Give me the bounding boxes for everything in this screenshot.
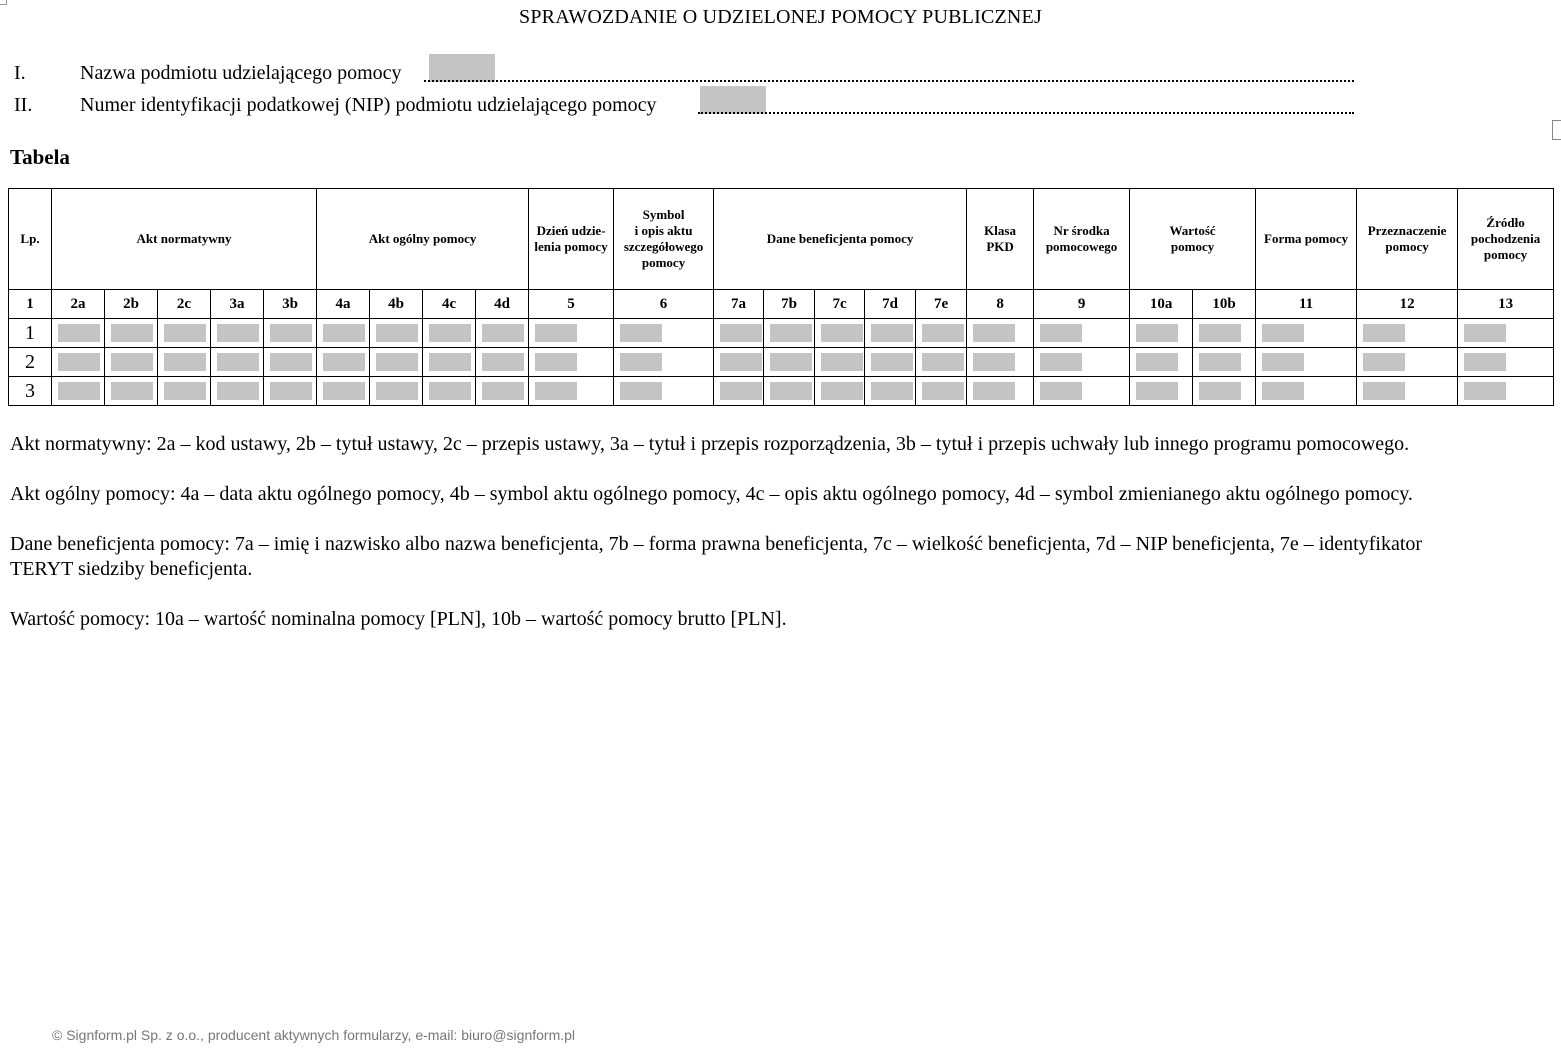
table-cell [967, 377, 1034, 406]
column-number: 7c [815, 290, 865, 319]
cell-input-7c[interactable] [821, 382, 863, 400]
table-cell [865, 319, 916, 348]
cell-input-5[interactable] [535, 353, 577, 371]
table-cell [264, 348, 317, 377]
legend-notes [10, 432, 1430, 657]
cell-input-6[interactable] [620, 353, 662, 371]
cell-input-2a[interactable] [58, 324, 100, 342]
table-cell [1130, 348, 1193, 377]
cell-input-4a[interactable] [323, 353, 365, 371]
column-number: 7e [916, 290, 967, 319]
row-number: 3 [9, 377, 52, 406]
table-cell [1193, 319, 1256, 348]
table-cell [1458, 319, 1554, 348]
table-cell [158, 319, 211, 348]
header-symbol: Symbol i opis aktu szczegółowego pomocy [614, 189, 714, 290]
column-number: 2a [52, 290, 105, 319]
header-dzien: Dzień udzie- lenia pomocy [529, 189, 614, 290]
table-cell [158, 348, 211, 377]
table-row [9, 319, 1554, 348]
table-cell [1357, 377, 1458, 406]
note-wartosc-pomocy: Wartość pomocy: 10a – wartość nominalna pomocy [PLN], 10b – wartość pomocy brutto [PLN]. [10, 608, 787, 630]
cell-input-8[interactable] [973, 353, 1015, 371]
table-cell [865, 348, 916, 377]
table-cell [916, 377, 967, 406]
row-number: 1 [9, 319, 52, 348]
table-cell [52, 377, 105, 406]
table-cell [529, 348, 614, 377]
table-row [9, 377, 1554, 406]
cell-input-4d[interactable] [482, 324, 524, 342]
table-cell [916, 319, 967, 348]
table-cell [764, 377, 815, 406]
table-cell [815, 348, 865, 377]
table-cell [764, 319, 815, 348]
table-row [9, 348, 1554, 377]
cell-input-4a[interactable] [323, 324, 365, 342]
column-number: 7a [714, 290, 764, 319]
cell-input-4c[interactable] [429, 324, 471, 342]
cell-input-3b[interactable] [270, 353, 312, 371]
cell-input-13[interactable] [1464, 324, 1506, 342]
table-cell [714, 377, 764, 406]
cell-input-3a[interactable] [217, 353, 259, 371]
table-cell [158, 377, 211, 406]
cell-input-3a[interactable] [217, 324, 259, 342]
table-cell [476, 348, 529, 377]
table-heading: Tabela [10, 145, 70, 169]
cell-input-10a[interactable] [1136, 382, 1178, 400]
cell-input-2a[interactable] [58, 382, 100, 400]
table-cell [967, 319, 1034, 348]
table-cell [370, 319, 423, 348]
cell-input-7b[interactable] [770, 353, 812, 371]
note-akt-ogolny: Akt ogólny pomocy: 4a – data aktu ogólnego pomocy, 4b – symbol aktu ogólnego pomocy, 4c – opis aktu ogólnego pomocy, 4d – symbol zmienianego aktu ogólnego pomocy. [10, 483, 1413, 505]
table-cell [916, 348, 967, 377]
cell-input-10a[interactable] [1136, 324, 1178, 342]
table-cell [614, 319, 714, 348]
table-cell [264, 377, 317, 406]
table-cell [1130, 319, 1193, 348]
column-number: 12 [1357, 290, 1458, 319]
cell-input-7e[interactable] [922, 382, 964, 400]
column-number: 4b [370, 290, 423, 319]
table-cell [211, 319, 264, 348]
nazwa-podmiotu-input[interactable] [429, 54, 495, 82]
cell-input-3b[interactable] [270, 382, 312, 400]
field-label-nazwa: Nazwa podmiotu udzielającego pomocy [80, 62, 402, 84]
cell-input-10b[interactable] [1199, 382, 1241, 400]
field-number: II. [14, 94, 33, 116]
cell-input-11[interactable] [1262, 324, 1304, 342]
table-cell [1130, 377, 1193, 406]
nip-podmiotu-input[interactable] [700, 86, 766, 114]
row-number: 2 [9, 348, 52, 377]
header-dane-beneficjenta: Dane beneficjenta pomocy [714, 189, 967, 290]
table-cell [614, 348, 714, 377]
column-number: 7b [764, 290, 815, 319]
table-cell [614, 377, 714, 406]
cell-input-4d[interactable] [482, 382, 524, 400]
note-akt-normatywny: Akt normatywny: 2a – kod ustawy, 2b – tytuł ustawy, 2c – przepis ustawy, 3a – tytuł i przepis rozporządzenia, 3b – tytuł i przepis uchwały lub innego programu pomocowego. [10, 433, 1410, 455]
table-cell [815, 319, 865, 348]
note-dane-beneficjenta: Dane beneficjenta pomocy: 7a – imię i nazwisko albo nazwa beneficjenta, 7b – forma prawna beneficjenta, 7c – wielkość beneficjenta, 7d – NIP beneficjenta, 7e – identyfikator TERYT siedziby beneficjenta. [10, 533, 1423, 580]
table-cell [211, 377, 264, 406]
cell-input-8[interactable] [973, 324, 1015, 342]
column-number: 10a [1130, 290, 1193, 319]
table-cell [1193, 348, 1256, 377]
table-cell [865, 377, 916, 406]
cell-input-5[interactable] [535, 382, 577, 400]
header-akt-normatywny: Akt normatywny [52, 189, 317, 290]
table-cell [1256, 377, 1357, 406]
dotted-line [424, 80, 1354, 82]
table-cell [370, 377, 423, 406]
cell-input-4c[interactable] [429, 353, 471, 371]
column-number: 4c [423, 290, 476, 319]
cell-input-12[interactable] [1363, 324, 1405, 342]
cell-input-7c[interactable] [821, 324, 863, 342]
table-cell [264, 319, 317, 348]
cell-input-4c[interactable] [429, 382, 471, 400]
cell-input-9[interactable] [1040, 382, 1082, 400]
table-cell [764, 348, 815, 377]
cell-input-7d[interactable] [871, 382, 913, 400]
cell-input-4d[interactable] [482, 353, 524, 371]
cell-input-4b[interactable] [376, 324, 418, 342]
cell-input-7c[interactable] [821, 353, 863, 371]
table-cell [423, 377, 476, 406]
cell-input-13[interactable] [1464, 353, 1506, 371]
cell-input-9[interactable] [1040, 353, 1082, 371]
cell-input-7b[interactable] [770, 382, 812, 400]
header-akt-ogolny: Akt ogólny pomocy [317, 189, 529, 290]
cell-input-11[interactable] [1262, 382, 1304, 400]
cell-input-4b[interactable] [376, 353, 418, 371]
cell-input-5[interactable] [535, 324, 577, 342]
cell-input-7b[interactable] [770, 324, 812, 342]
cell-input-2c[interactable] [164, 353, 206, 371]
dotted-line [698, 112, 1354, 114]
header-klasa-pkd: Klasa PKD [967, 189, 1034, 290]
table-cell [1034, 348, 1130, 377]
table-cell [476, 319, 529, 348]
field-number: I. [14, 62, 26, 84]
column-number: 4a [317, 290, 370, 319]
cell-input-7a[interactable] [720, 324, 762, 342]
table-cell [52, 348, 105, 377]
column-number: 1 [9, 290, 52, 319]
table-cell [476, 377, 529, 406]
table-cell [714, 319, 764, 348]
table-cell [1458, 348, 1554, 377]
cell-input-10b[interactable] [1199, 353, 1241, 371]
cell-input-3a[interactable] [217, 382, 259, 400]
cell-input-7e[interactable] [922, 324, 964, 342]
header-przeznaczenie: Przeznaczenie pomocy [1357, 189, 1458, 290]
column-number: 2c [158, 290, 211, 319]
cell-input-8[interactable] [973, 382, 1015, 400]
header-lp: Lp. [9, 189, 52, 290]
table-cell [105, 377, 158, 406]
header-zrodlo: Źródło pochodzenia pomocy [1458, 189, 1554, 290]
table-cell [1034, 377, 1130, 406]
cell-input-2b[interactable] [111, 324, 153, 342]
cell-input-6[interactable] [620, 382, 662, 400]
table-cell [1256, 319, 1357, 348]
header-nr-srodka: Nr środka pomocowego [1034, 189, 1130, 290]
report-table [8, 188, 1554, 406]
table-cell [1458, 377, 1554, 406]
cell-input-4b[interactable] [376, 382, 418, 400]
cell-input-7d[interactable] [871, 353, 913, 371]
table-cell [714, 348, 764, 377]
cell-input-10b[interactable] [1199, 324, 1241, 342]
table-cell [423, 319, 476, 348]
column-number: 4d [476, 290, 529, 319]
page-side-mark [1552, 120, 1561, 140]
document-title: SPRAWOZDANIE O UDZIELONEJ POMOCY PUBLICZNEJ [519, 6, 1042, 28]
column-number: 13 [1458, 290, 1554, 319]
cell-input-6[interactable] [620, 324, 662, 342]
cell-input-2c[interactable] [164, 382, 206, 400]
cell-input-2c[interactable] [164, 324, 206, 342]
column-number: 8 [967, 290, 1034, 319]
field-label-nip: Numer identyfikacji podatkowej (NIP) podmiotu udzielającego pomocy [80, 94, 657, 116]
column-number: 7d [865, 290, 916, 319]
column-number: 3b [264, 290, 317, 319]
cell-input-7a[interactable] [720, 353, 762, 371]
cell-input-13[interactable] [1464, 382, 1506, 400]
column-number: 11 [1256, 290, 1357, 319]
table-cell [317, 377, 370, 406]
footer-copyright: © Signform.pl Sp. z o.o., producent aktywnych formularzy, e-mail: biuro@signform.pl [52, 1027, 576, 1043]
table-cell [1256, 348, 1357, 377]
table-cell [423, 348, 476, 377]
column-number: 9 [1034, 290, 1130, 319]
table-cell [317, 319, 370, 348]
cell-input-11[interactable] [1262, 353, 1304, 371]
column-number: 10b [1193, 290, 1256, 319]
table-cell [105, 319, 158, 348]
column-numbers-row [9, 290, 1554, 319]
page-corner-mark [0, 0, 7, 5]
cell-input-9[interactable] [1040, 324, 1082, 342]
cell-input-7a[interactable] [720, 382, 762, 400]
cell-input-7d[interactable] [871, 324, 913, 342]
column-number: 6 [614, 290, 714, 319]
cell-input-10a[interactable] [1136, 353, 1178, 371]
cell-input-12[interactable] [1363, 353, 1405, 371]
table-cell [52, 319, 105, 348]
table-cell [529, 377, 614, 406]
table-header-row [9, 189, 1554, 290]
column-number: 5 [529, 290, 614, 319]
table-cell [317, 348, 370, 377]
column-number: 3a [211, 290, 264, 319]
table-cell [1357, 319, 1458, 348]
table-cell [105, 348, 158, 377]
cell-input-2a[interactable] [58, 353, 100, 371]
table-cell [529, 319, 614, 348]
cell-input-4a[interactable] [323, 382, 365, 400]
table-cell [1357, 348, 1458, 377]
cell-input-12[interactable] [1363, 382, 1405, 400]
column-number: 2b [105, 290, 158, 319]
table-cell [1034, 319, 1130, 348]
cell-input-7e[interactable] [922, 353, 964, 371]
table-cell [815, 377, 865, 406]
table-cell [211, 348, 264, 377]
header-forma: Forma pomocy [1256, 189, 1357, 290]
cell-input-2b[interactable] [111, 382, 153, 400]
cell-input-2b[interactable] [111, 353, 153, 371]
table-cell [967, 348, 1034, 377]
table-cell [1193, 377, 1256, 406]
header-wartosc: Wartość pomocy [1130, 189, 1256, 290]
table-cell [370, 348, 423, 377]
cell-input-3b[interactable] [270, 324, 312, 342]
